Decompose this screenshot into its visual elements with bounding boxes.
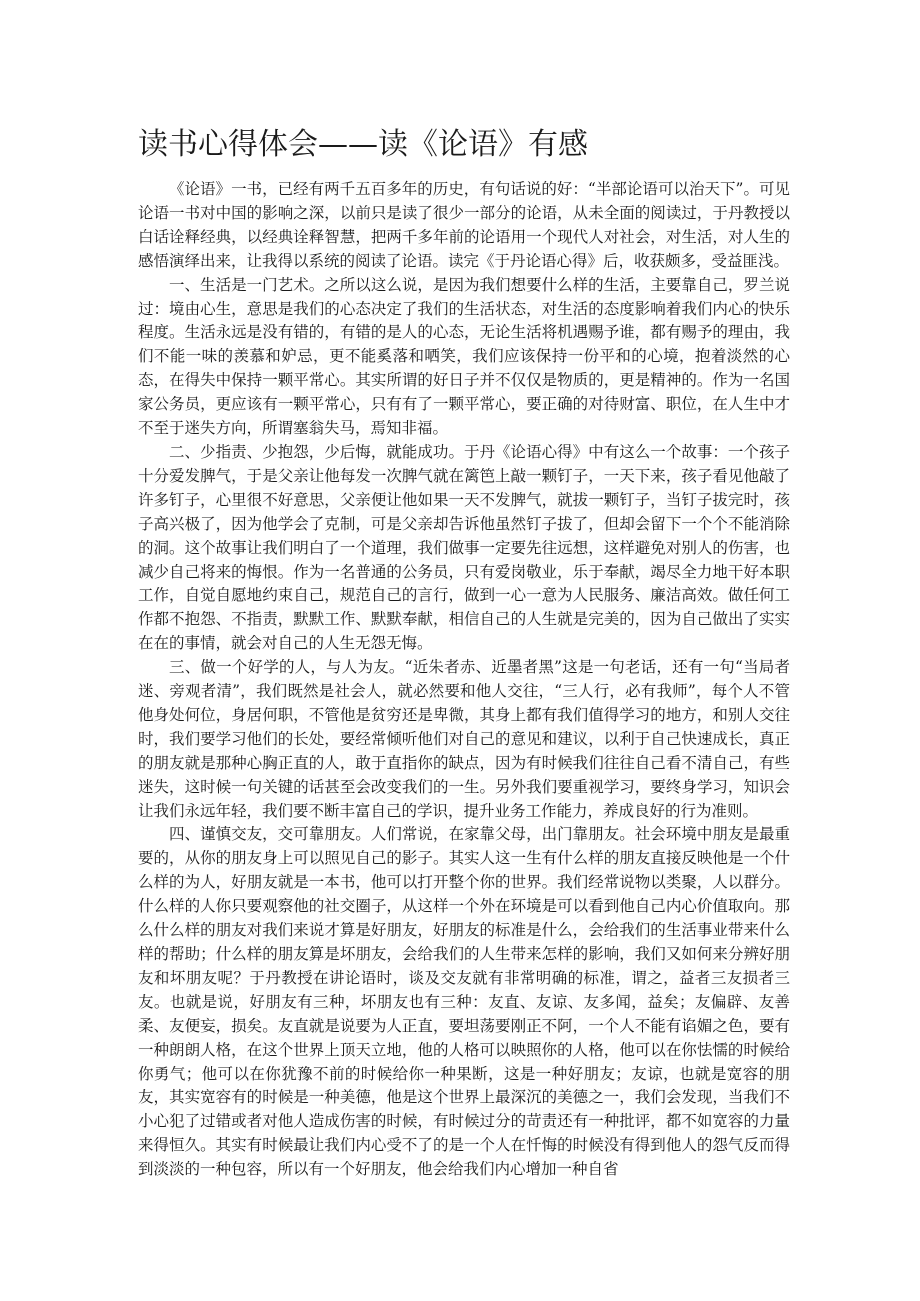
paragraph-section-2: 二、少指责、少抱怨，少后悔，就能成功。于丹《论语心得》中有这么一个故事：一个孩子十分爱发脾气，于是父亲让他每发一次脾气就在篱笆上敲一颗钉子，一天下来，孩子看见他敲了许多钉子，心里很不好意思，父亲便让他如果一天不发脾气，就拔一颗钉子，当钉子拔完时，孩子高兴极了，因为他学会了克制，可是父亲却告诉他虽然钉子拔了，但却会留下一个个不能消除的洞。这个故事让我们明白了一个道理，我们做事一定要先往远想，这样避免对别人的伤害，也减少自己将来的悔恨。作为一名普通的公务员，只有爱岗敬业，乐于奉献，竭尽全力地干好本职工作，自觉自愿地约束自己，规范自己的言行，做到一心一意为人民服务、廉洁高效。做任何工作都不抱怨、不指责，默默工作、默默奉献，相信自己的人生就是完美的，因为自己做出了实实在在的事情，就会对自己的人生无怨无悔。 [138, 442, 790, 653]
paragraph-section-4: 四、谨慎交友，交可靠朋友。人们常说，在家靠父母，出门靠朋友。社会环境中朋友是最重要的，从你的朋友身上可以照见自己的影子。其实人这一生有什么样的朋友直接反映他是一个什么样的为人，好朋友就是一本书，他可以打开整个你的世界。我们经常说物以类聚，人以群分。什么样的人你只要观察他的社交圈子，从这样一个外在环境是可以看到他自己内心价值取向。那么什么样的朋友对我们来说才算是好朋友，好朋友的标准是什么，会给我们的生活事业带来什么样的帮助；什么样的朋友算是坏朋友，会给我们的人生带来怎样的影响，我们又如何来分辨好朋友和坏朋友呢？于丹教授在讲论语时，谈及交友就有非常明确的标准，谓之，益者三友损者三友。也就是说，好朋友有三种，坏朋友也有三种：友直、友谅、友多闻，益矣；友偏辟、友善柔、友便妄，损矣。友直就是说要为人正直，要坦荡要刚正不阿，一个人不能有谄媚之色，要有一种朗朗人格，在这个世界上顶天立地，他的人格可以映照你的人格，他可以在你怯懦的时候给你勇气；他可以在你犹豫不前的时候给你一种果断，这是一种好朋友；友谅，也就是宽容的朋友，其实宽容有的时候是一种美德，他是这个世界上最深沉的美德之一，我们会发现，当我们不小心犯了过错或者对他人造成伤害的时候，有时候过分的苛责还有一种批评，都不如宽容的力量来得恒久。其实有时候最让我们内心受不了的是一个人在忏悔的时候没有得到他人的怨气反而得到淡淡的一种包容，所以有一个好朋友，他会给我们内心增加一种自省 [138, 825, 790, 1179]
document-title: 读书心得体会——读《论语》有感 [138, 127, 588, 162]
paragraph-section-1: 一、生活是一门艺术。之所以这么说，是因为我们想要什么样的生活，主要靠自己，罗兰说过：境由心生，意思是我们的心态决定了我们的生活状态，对生活的态度影响着我们内心的快乐程度。生活永远是没有错的，有错的是人的心态，无论生活将机遇赐予谁，都有赐予的理由，我们不能一味的羡慕和妒忌，更不能奚落和哂笑，我们应该保持一份平和的心境，抱着淡然的心态，在得失中保持一颗平常心。其实所谓的好日子并不仅仅是物质的，更是精神的。作为一名国家公务员，更应该有一颗平常心，只有有了一颗平常心，要正确的对待财富、职位，在人生中才不至于迷失方向，所谓塞翁失马，焉知非福。 [138, 275, 790, 438]
paragraph-intro: 《论语》一书，已经有两千五百多年的历史，有句话说的好：“半部论语可以治天下”。可见论语一书对中国的影响之深，以前只是读了很少一部分的论语，从未全面的阅读过，于丹教授以白话诠释经典，以经典诠释智慧，把两千多年前的论语用一个现代人对社会，对生活，对人生的感悟演绎出来，让我得以系统的阅读了论语。读完《于丹论语心得》后，收获颇多，受益匪浅。 [138, 180, 790, 270]
paragraph-section-3: 三、做一个好学的人，与人为友。“近朱者赤、近墨者黑”这是一句老话，还有一句“当局者迷、旁观者清”，我们既然是社会人，就必然要和他人交往，“三人行，必有我师”，每个人不管他身处何位，身居何职，不管他是贫穷还是卑微，其身上都有我们值得学习的地方，和别人交往时，我们要学习他们的长处，要经常倾听他们对自己的意见和建议，以利于自己快速成长，真正的朋友就是那种心胸正直的人，敢于直指你的缺点，因为有时候我们往往自己看不清自己，有些迷失，这时候一句关键的话甚至会改变我们的一生。另外我们要重视学习，要终身学习，知识会让我们永远年轻，我们要不断丰富自己的学识，提升业务工作能力，养成良好的行为准则。 [138, 658, 790, 820]
document-body [138, 178, 790, 1182]
